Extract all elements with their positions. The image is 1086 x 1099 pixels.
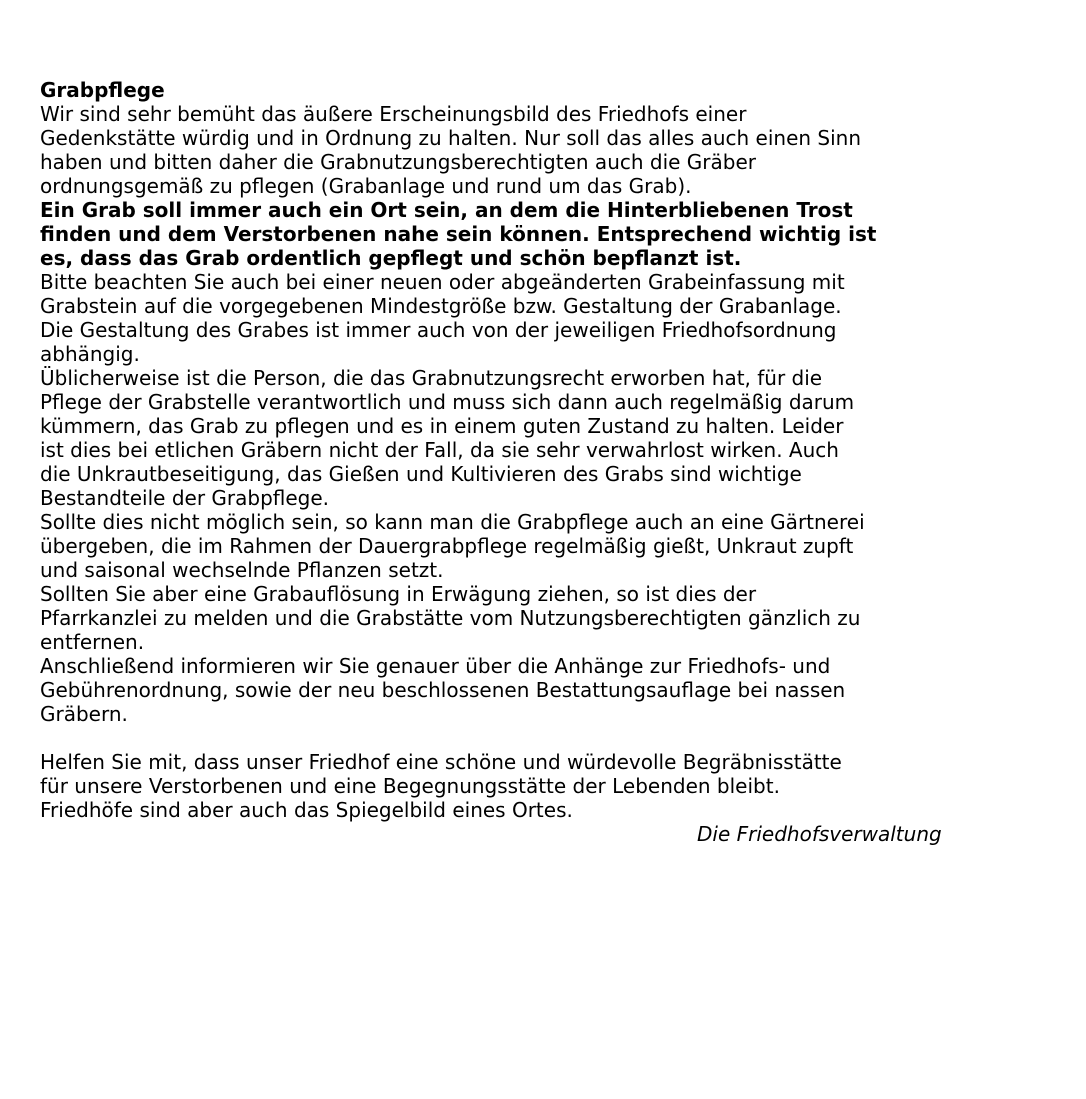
paragraph-closing: Helfen Sie mit, dass unser Friedhof eine schöne und würdevolle Begräbnisstätte für unsere Verstorbenen und eine Begegnungsstätte der Lebenden bleibt. Friedhöfe sind aber auch das Spiegelbild eines Ortes. — [40, 750, 842, 822]
signature: Die Friedhofsverwaltung — [697, 822, 942, 846]
document-body — [40, 78, 1080, 846]
paragraph-pflicht: Üblicherweise ist die Person, die das Grabnutzungsrecht erworben hat, für die Pflege der Grabstelle verantwortlich und muss sich dann auch regelmäßig darum kümmern, das Grab zu pflegen und es in einem guten Zustand zu halten. Leider ist dies bei etlichen Gräbern nicht der Fall, da sie sehr verwahrlost wirken. Auch die Unkrautbeseitigung, das Gießen und Kultivieren des Grabs sind wichtige Bestandteile der Grabpflege. — [40, 366, 855, 510]
paragraph-intro: Wir sind sehr bemüht das äußere Erscheinungsbild des Friedhofs einer Gedenkstätte würdig und in Ordnung zu halten. Nur soll das alles auch einen Sinn haben und bitten daher die Grabnutzungsberechtigten auch die Gräber ordnungsgemäß zu pflegen (Grabanlage und rund um das Grab). — [40, 102, 862, 198]
paragraph-grabaufloesung: Sollten Sie aber eine Grabauflösung in Erwägung ziehen, so ist dies der Pfarrkanzlei zu melden und die Grabstätte vom Nutzungsberechtigten gänzlich zu entfernen. — [40, 582, 861, 654]
paragraph-grabeinfassung: Bitte beachten Sie auch bei einer neuen oder abgeänderten Grabeinfassung mit Grabstein auf die vorgegebenen Mindestgröße bzw. Gestaltung der Grabanlage. Die Gestaltung des Grabes ist immer auch von der jeweiligen Friedhofsordnung abhängig. — [40, 270, 845, 366]
paragraph-spacer — [40, 726, 1080, 750]
paragraph-anhaenge: Anschließend informieren wir Sie genauer über die Anhänge zur Friedhofs- und Gebührenordnung, sowie der neu beschlossenen Bestattungsauflage bei nassen Gräbern. — [40, 654, 846, 726]
paragraph-gaertnerei: Sollte dies nicht möglich sein, so kann man die Grabpflege auch an eine Gärtnerei übergeben, die im Rahmen der Dauergrabpflege regelmäßig gießt, Unkraut zupft und saisonal wechselnde Pflanzen setzt. — [40, 510, 865, 582]
document-heading: Grabpflege — [40, 78, 165, 102]
paragraph-emphasis: Ein Grab soll immer auch ein Ort sein, an dem die Hinterbliebenen Trost finden und dem Verstorbenen nahe sein können. Entsprechend wichtig ist es, dass das Grab ordentlich gepflegt und schön bepflanzt ist. — [40, 198, 877, 270]
